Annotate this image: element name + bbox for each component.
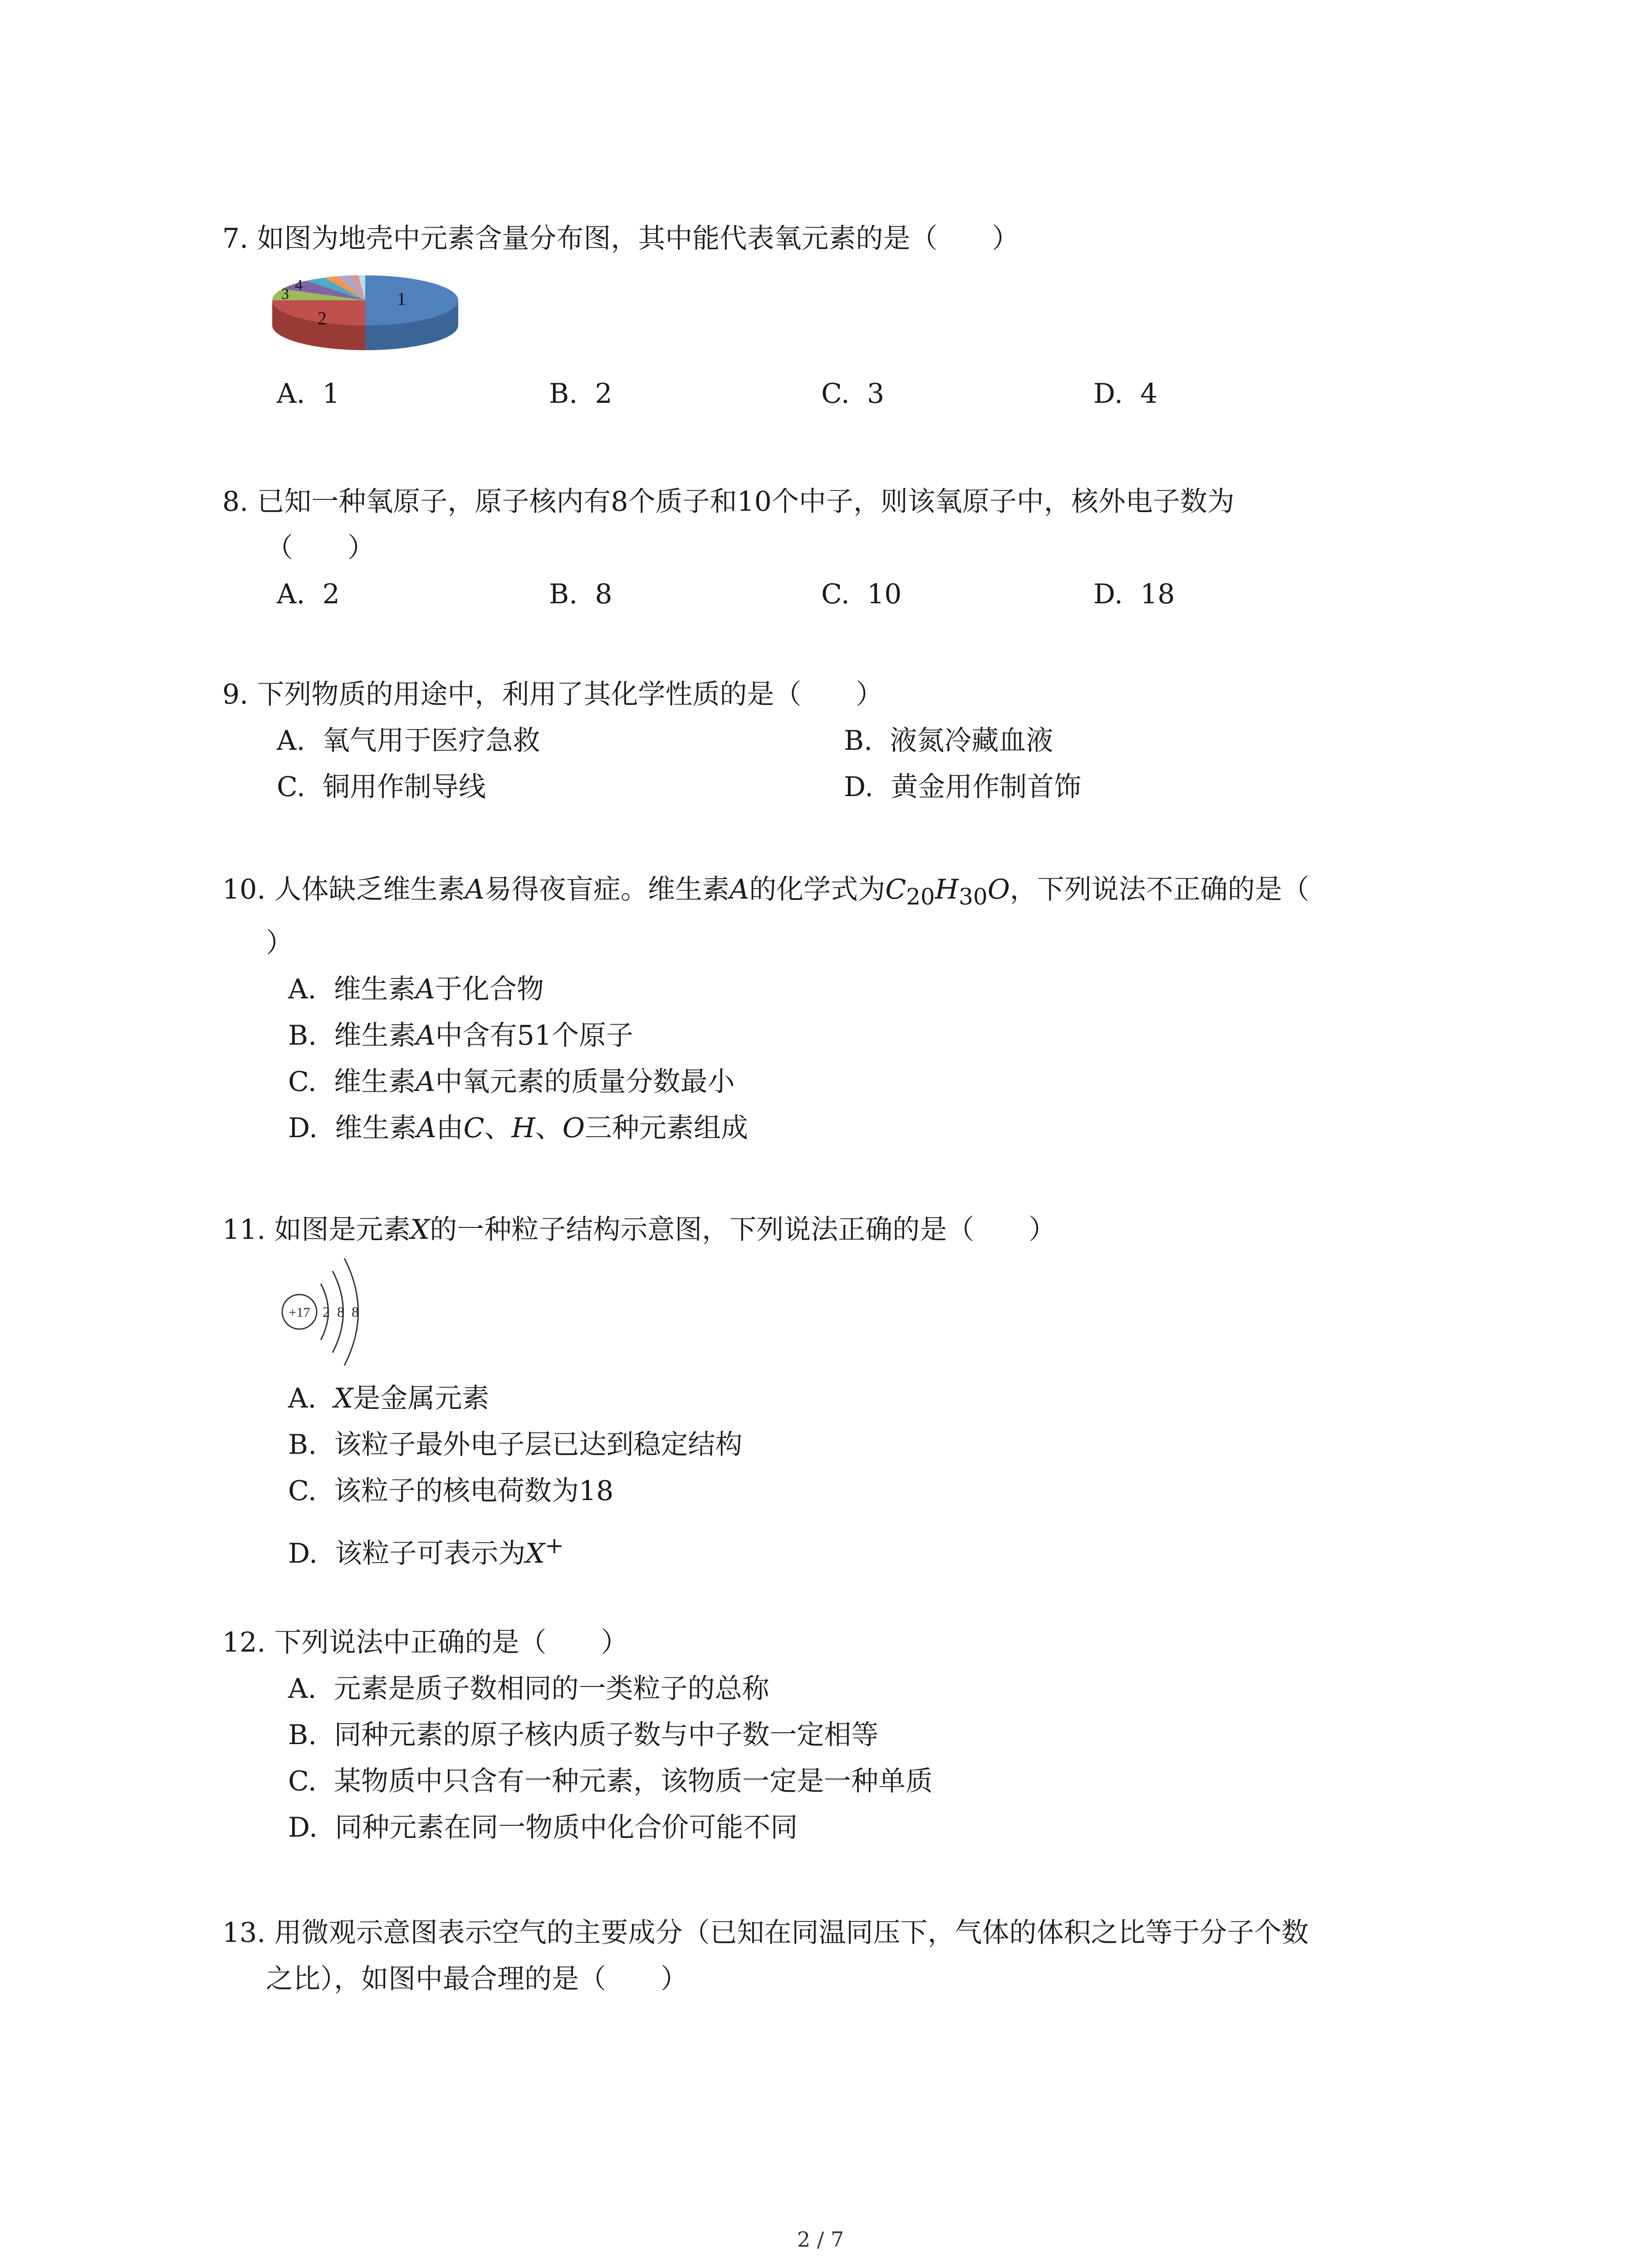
option-a[interactable]: A. 1 — [277, 378, 340, 410]
option-d[interactable]: D. 同种元素在同一物质中化合价可能不同 — [288, 1812, 798, 1843]
question-stem-continued: （ ） — [266, 532, 375, 564]
page-number: 2 / 7 — [797, 2227, 844, 2252]
options-row — [277, 718, 1456, 764]
option-b[interactable]: B. 该粒子最外电子层已达到稳定结构 — [288, 1429, 743, 1461]
nucleus-charge: +17 — [289, 1305, 310, 1320]
option-b[interactable]: B. 8 — [549, 578, 612, 610]
question-stem: 10. 人体缺乏维生素A易得夜盲症。维生素A的化学式为$C_{20}H_{30}O$，下列说法不正确的是（ — [222, 874, 1309, 910]
question-stem: 11. 如图是元素X的一种粒子结构示意图，下列说法正确的是（ ） — [222, 1214, 1056, 1246]
option-d[interactable]: D. 该粒子可表示为X+ — [288, 1532, 564, 1569]
option-c[interactable]: C. 铜用作制导线 — [277, 771, 486, 803]
question-stem — [222, 1910, 1456, 1956]
question-stem-continued: 之比），如图中最合理的是（ ） — [266, 1963, 688, 1995]
question-text: 下列物质的用途中，利用了其化学性质的是（ ） — [257, 679, 883, 710]
question-stem — [222, 479, 1456, 525]
option-d[interactable]: D. 18 — [1093, 578, 1175, 610]
options-row — [277, 371, 1456, 417]
question-text: 用微观示意图表示空气的主要成分（已知在同温同压下，气体的体积之比等于分子个数 — [274, 1917, 1309, 1949]
option-c[interactable]: C. 该粒子的核电荷数为18 — [288, 1475, 614, 1507]
question-7 — [222, 215, 1456, 417]
option-a[interactable]: A. X是金属元素 — [288, 1383, 490, 1414]
atom-structure-diagram — [279, 1253, 397, 1375]
option-a[interactable]: A. 2 — [277, 578, 340, 610]
chemical-formula: $C_{20}H_{30}O$ — [885, 874, 1010, 910]
option-d[interactable]: D. 维生素A由C、H、O三种元素组成 — [288, 1112, 748, 1144]
option-d[interactable]: D. 4 — [1093, 378, 1158, 410]
option-a[interactable]: A. 氧气用于医疗急救 — [277, 725, 540, 757]
question-number: 9. — [222, 679, 249, 710]
question-stem-continued: ） — [266, 927, 293, 959]
question-11 — [222, 1207, 1456, 1577]
question-number: 7. — [222, 223, 249, 254]
pie-label-1: 1 — [397, 288, 406, 309]
option-a[interactable]: A. 维生素A于化合物 — [288, 973, 544, 1005]
question-stem — [222, 671, 1456, 718]
option-b[interactable]: B. 液氮冷藏血液 — [844, 725, 1053, 757]
pie-label-4: 4 — [295, 277, 303, 293]
question-9 — [222, 671, 1456, 810]
question-text: 如图为地壳中元素含量分布图，其中能代表氧元素的是（ ） — [257, 223, 1019, 254]
question-number: 10. — [222, 874, 266, 905]
question-13 — [222, 1910, 1456, 2002]
option-a[interactable]: A. 元素是质子数相同的一类粒子的总称 — [288, 1673, 769, 1705]
question-number: 8. — [222, 486, 249, 518]
question-stem — [222, 215, 1456, 262]
question-12 — [222, 1619, 1456, 1851]
option-b[interactable]: B. 维生素A中含有51个原子 — [288, 1020, 634, 1051]
question-text: 已知一种氧原子，原子核内有8个质子和10个中子，则该氧原子中，核外电子数为 — [257, 486, 1234, 518]
pie-label-2: 2 — [318, 308, 327, 328]
option-d[interactable]: D. 黄金用作制首饰 — [844, 771, 1082, 803]
shell-count-2: 8 — [337, 1304, 344, 1320]
pie-label-3: 3 — [281, 286, 289, 303]
question-number: 12. — [222, 1627, 266, 1658]
question-8 — [222, 479, 1456, 617]
option-b[interactable]: B. 同种元素的原子核内质子数与中子数一定相等 — [288, 1719, 879, 1751]
question-number: 11. — [222, 1214, 266, 1246]
pie-chart-figure — [222, 262, 1456, 371]
shell-count-3: 8 — [352, 1304, 359, 1320]
atom-structure-figure — [222, 1253, 1456, 1375]
options-row — [277, 571, 1456, 617]
question-10 — [222, 866, 1456, 1151]
option-c[interactable]: C. 某物质中只含有一种元素，该物质一定是一种单质 — [288, 1765, 933, 1797]
option-c[interactable]: C. 维生素A中氧元素的质量分数最小 — [288, 1066, 735, 1098]
element-distribution-pie-chart — [268, 257, 467, 375]
option-c[interactable]: C. 10 — [821, 578, 902, 610]
option-c[interactable]: C. 3 — [821, 378, 885, 410]
question-stem — [222, 1619, 1456, 1666]
option-b[interactable]: B. 2 — [549, 378, 612, 410]
question-text: 下列说法中正确的是（ ） — [274, 1627, 628, 1658]
shell-count-1: 2 — [323, 1304, 330, 1320]
question-number: 13. — [222, 1917, 266, 1949]
options-row — [277, 764, 1456, 810]
